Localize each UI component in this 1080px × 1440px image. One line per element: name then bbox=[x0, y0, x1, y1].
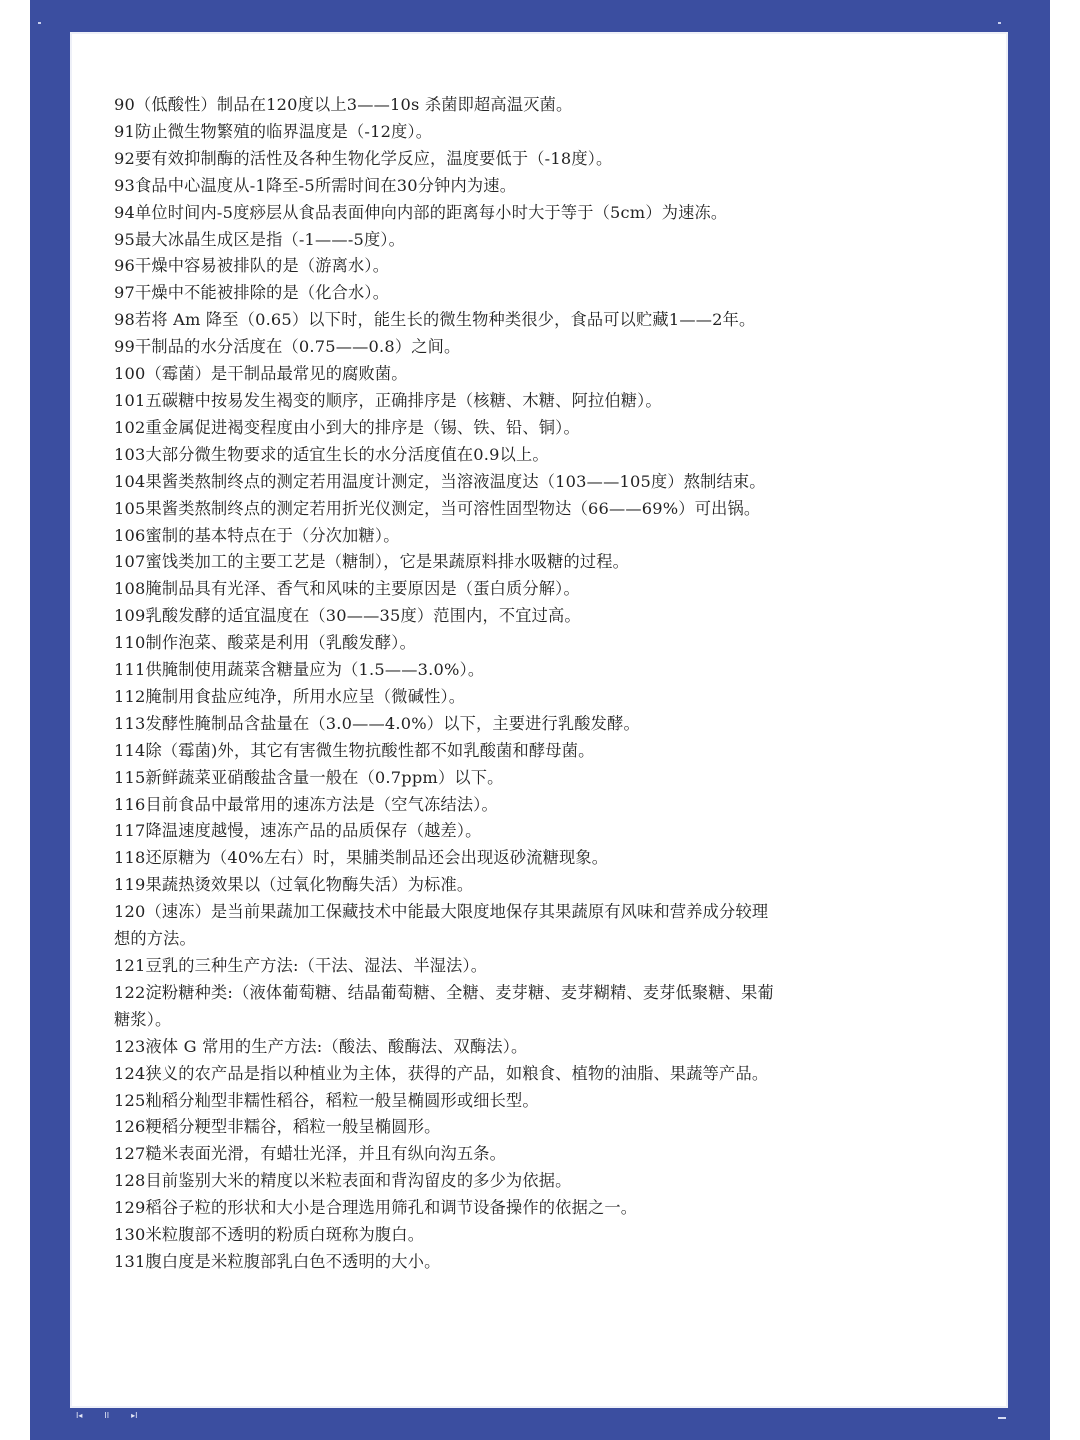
text-line: 96干燥中容易被排队的是（游离水）。 bbox=[114, 256, 390, 276]
text-line: 119果蔬热烫效果以（过氧化物酶失活）为标准。 bbox=[114, 875, 474, 895]
text-line: 109乳酸发酵的适宜温度在（30——35度）范围内，不宜过高。 bbox=[114, 606, 581, 626]
text-line: 110制作泡菜、酸菜是利用（乳酸发酵）。 bbox=[114, 633, 416, 653]
text-line: 107蜜饯类加工的主要工艺是（糖制），它是果蔬原料排水吸糖的过程。 bbox=[114, 552, 630, 572]
text-line: 125籼稻分籼型非糯性稻谷，稻粒一般呈椭圆形或细长型。 bbox=[114, 1090, 539, 1110]
text-line: 128目前鉴别大米的精度以米粒表面和背沟留皮的多少为依据。 bbox=[114, 1171, 572, 1191]
text-line: 95最大冰晶生成区是指（-1——-5度）。 bbox=[114, 229, 406, 249]
text-line: 115新鲜蔬菜亚硝酸盐含量一般在（0.7ppm）以下。 bbox=[114, 767, 504, 787]
text-line: 116目前食品中最常用的速冻方法是（空气冻结法）。 bbox=[114, 794, 498, 814]
text-line: 121豆乳的三种生产方法:（干法、湿法、半湿法）。 bbox=[114, 956, 488, 975]
text-line: 120（速冻）是当前果蔬加工保藏技术中能最大限度地保存其果蔬原有风味和营养成分较理 bbox=[114, 902, 769, 922]
text-line: 91防止微生物繁殖的临界温度是（-12度）。 bbox=[114, 121, 433, 141]
text-line: 114除（霉菌)外，其它有害微生物抗酸性都不如乳酸菌和酵母菌。 bbox=[114, 740, 595, 760]
document-text bbox=[114, 92, 834, 1276]
text-line: 108腌制品具有光泽、香气和风味的主要原因是（蛋白质分解）。 bbox=[114, 579, 580, 599]
text-line: 123液体 G 常用的生产方法:（酸法、酸酶法、双酶法）。 bbox=[114, 1036, 528, 1056]
next-icon[interactable]: ▸I bbox=[131, 1411, 138, 1420]
text-line: 117降温速度越慢，速冻产品的品质保存（越差）。 bbox=[114, 821, 482, 841]
text-line: 97干燥中不能被排除的是（化合水）。 bbox=[114, 283, 390, 303]
text-line: 129稻谷子粒的形状和大小是合理选用筛孔和调节设备操作的依据之一。 bbox=[114, 1198, 638, 1218]
text-line: 130米粒腹部不透明的粉质白斑称为腹白。 bbox=[114, 1225, 425, 1245]
text-line: 103大部分微生物要求的适宜生长的水分活度值在0.9以上。 bbox=[114, 444, 549, 464]
text-line: 98若将 Am 降至（0.65）以下时，能生长的微生物种类很少，食品可以贮藏1——2年。 bbox=[114, 310, 756, 330]
text-line: 124狭义的农产品是指以种植业为主体，获得的产品，如粮食、植物的油脂、果蔬等产品。 bbox=[114, 1063, 769, 1083]
playback-controls bbox=[76, 1409, 137, 1423]
scroll-indicator bbox=[998, 1417, 1006, 1419]
text-line: 90（低酸性）制品在120度以上3——10s 杀菌即超高温灭菌。 bbox=[114, 95, 573, 114]
text-line: 104果酱类熬制终点的测定若用温度计测定，当溶液温度达（103——105度）熬制结束。 bbox=[114, 471, 766, 491]
text-line: 93食品中心温度从-1降至-5所需时间在30分钟内为速。 bbox=[114, 175, 517, 195]
text-line: 99干制品的水分活度在（0.75——0.8）之间。 bbox=[114, 337, 461, 357]
text-line: 112腌制用食盐应纯净，所用水应呈（微碱性）。 bbox=[114, 686, 466, 706]
text-line: 122淀粉糖种类:（液体葡萄糖、结晶葡萄糖、全糖、麦芽糖、麦芽糊精、麦芽低聚糖、果葡 bbox=[114, 982, 774, 1002]
text-line: 113发酵性腌制品含盐量在（3.0——4.0%）以下，主要进行乳酸发酵。 bbox=[114, 713, 640, 733]
text-line: 101五碳糖中按易发生褐变的顺序，正确排序是（核糖、木糖、阿拉伯糖）。 bbox=[114, 390, 662, 410]
corner-mark-left bbox=[38, 22, 41, 24]
text-line: 100（霉菌）是干制品最常见的腐败菌。 bbox=[114, 364, 408, 384]
text-line: 126粳稻分粳型非糯谷，稻粒一般呈椭圆形。 bbox=[114, 1117, 441, 1137]
text-line: 想的方法。 bbox=[114, 929, 196, 949]
text-line: 127糙米表面光滑，有蜡壮光泽，并且有纵向沟五条。 bbox=[114, 1144, 507, 1164]
text-line: 糖浆）。 bbox=[114, 1009, 172, 1029]
text-line: 105果酱类熬制终点的测定若用折光仪测定，当可溶性固型物达（66——69%）可出锅。 bbox=[114, 498, 761, 518]
text-line: 94单位时间内-5度痧层从食品表面伸向内部的距离每小时大于等于（5cm）为速冻。 bbox=[114, 202, 728, 222]
pause-icon[interactable]: II bbox=[104, 1411, 110, 1420]
text-line: 118还原糖为（40%左右）时，果脯类制品还会出现返砂流糖现象。 bbox=[114, 848, 609, 868]
text-line: 102重金属促进褐变程度由小到大的排序是（锡、铁、铅、铜）。 bbox=[114, 417, 580, 437]
text-line: 111供腌制使用蔬菜含糖量应为（1.5——3.0%）。 bbox=[114, 660, 485, 680]
previous-icon[interactable]: I◂ bbox=[76, 1411, 83, 1420]
text-line: 131腹白度是米粒腹部乳白色不透明的大小。 bbox=[114, 1251, 441, 1271]
text-line: 106蜜制的基本特点在于（分次加糖）。 bbox=[114, 525, 400, 545]
text-line: 92要有效抑制酶的活性及各种生物化学反应，温度要低于（-18度）。 bbox=[114, 148, 613, 168]
corner-mark-right bbox=[998, 22, 1001, 24]
